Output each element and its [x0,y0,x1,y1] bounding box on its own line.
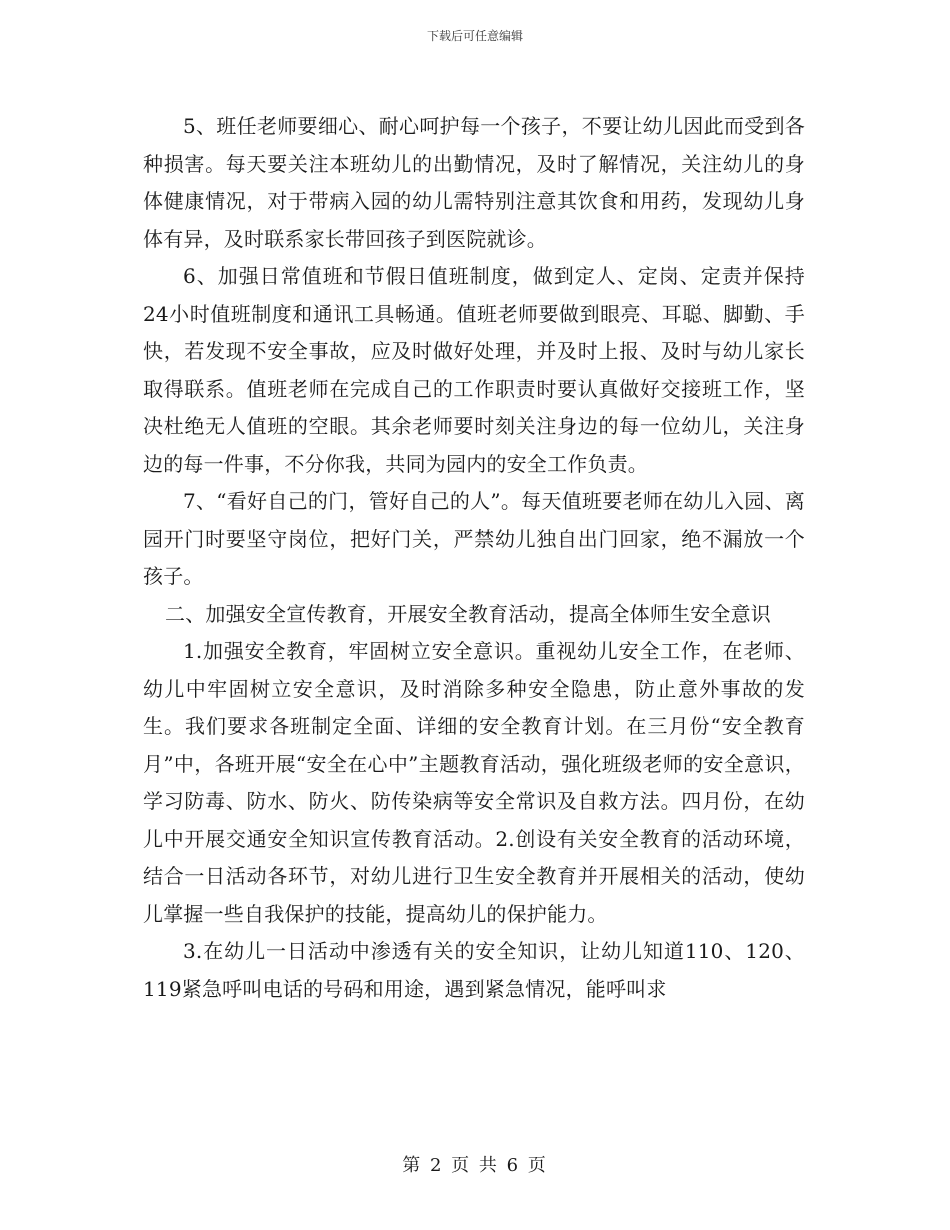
section-heading-2: 二、加强安全宣传教育，开展安全教育活动，提高全体师生安全意识 [165,601,771,626]
page-number: 第 2 页 共 6 页 [402,1155,548,1176]
page-header: 下载后可任意编辑 [426,29,523,43]
paragraph-item-3: 3.在幼儿一日活动中渗透有关的安全知识，让幼儿知道110、120、119紧急呼叫电话的号码和用途，遇到紧急情况，能呼叫求 [143,939,805,1001]
document-body [143,108,805,1008]
paragraph-item-5: 5、班任老师要细心、耐心呵护每一个孩子，不要让幼儿因此而受到各种损害。每天要关注本班幼儿的出勤情况，及时了解情况，关注幼儿的身体健康情况，对于带病入园的幼儿需特别注意其饮食和用药，发现幼儿身体有异，及时联系家长带回孩子到医院就诊。 [143,114,805,251]
paragraph-item-7: 7、“看好自己的门，管好自己的人”。每天值班要老师在幼儿入园、离园开门时要坚守岗位，把好门关，严禁幼儿独自出门回家，绝不漏放一个孩子。 [143,489,805,588]
paragraph-item-6: 6、加强日常值班和节假日值班制度，做到定人、定岗、定责并保持24小时值班制度和通讯工具畅通。值班老师要做到眼亮、耳聪、脚勤、手快，若发现不安全事故，应及时做好处理，并及时上报、及时与幼儿家长取得联系。值班老师在完成自己的工作职责时要认真做好交接班工作，坚决杜绝无人值班的空眼。其余老师要时刻关注身边的每一位幼儿，关注身边的每一件事，不分你我，共同为园内的安全工作负责。 [143,264,805,476]
paragraph-item-1: 1.加强安全教育，牢固树立安全意识。重视幼儿安全工作，在老师、幼儿中牢固树立安全意识，及时消除多种安全隐患，防止意外事故的发生。我们要求各班制定全面、详细的安全教育计划。在三月份“安全教育月”中，各班开展“安全在心中”主题教育活动，强化班级老师的安全意识，学习防毒、防水、防火、防传染病等安全常识及自救方法。四月份，在幼儿中开展交通安全知识宣传教育活动。2.创设有关安全教育的活动环境，结合一日活动各环节，对幼儿进行卫生安全教育并开展相关的活动，使幼儿掌握一些自我保护的技能，提高幼儿的保护能力。 [143,639,805,926]
